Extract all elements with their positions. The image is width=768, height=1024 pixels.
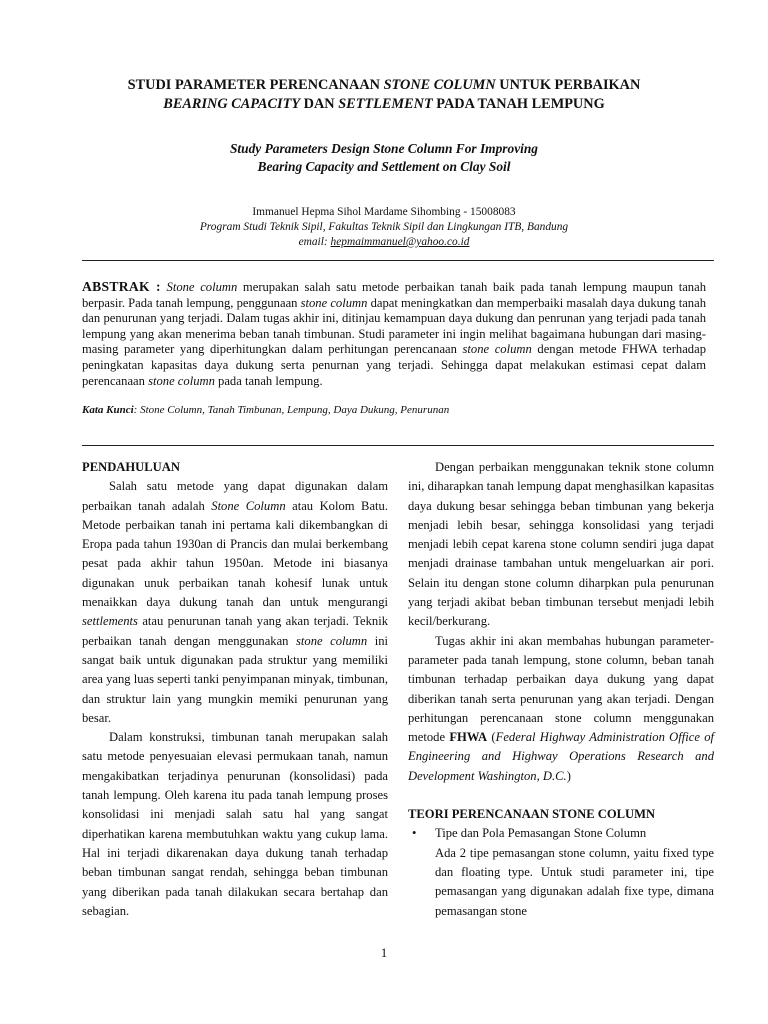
abstract	[82, 279, 706, 389]
divider-bottom	[82, 445, 714, 446]
title-text: DAN	[300, 96, 339, 112]
bullet-text: Tipe dan Pola Pemasangan Stone Column	[435, 826, 647, 841]
abstract-emphasis: stone column	[148, 373, 215, 388]
author-block	[60, 205, 708, 250]
paragraph	[408, 632, 714, 786]
section-heading-teori: TEORI PERENCANAAN STONE COLUMN	[408, 807, 656, 822]
title-text: PADA TANAH LEMPUNG	[432, 96, 605, 112]
abstract-emphasis: Stone column	[166, 280, 238, 294]
author-email	[60, 235, 708, 250]
section-heading-pendahuluan: PENDAHULUAN	[82, 460, 180, 474]
english-title-line-1: Study Parameters Design Stone Column For Improving	[229, 141, 539, 156]
page-number: 1	[380, 946, 388, 960]
english-title-line-2: Bearing Capacity and Settlement on Clay Soil	[257, 159, 511, 174]
abstract-text: dapat meningkatkan dan memperbaiki masalah daya dukung tanah dan penurunan yang terjadi. Dalam tugas akhir ini, ditinjau kemampuan daya dukung dan penrunan yang terjadi pada tanah lempung yang akan menerima beban tanah timbunan. Studi parameter ini ingin melihat bagaimana hubungan dari masing-masing parameter yang diperhitungkan dalam perhitungan perencanaan	[82, 295, 706, 357]
paragraph	[82, 477, 388, 728]
paragraph-emphasis: Federal Highway Administration Office of Engineering and Highway Operations Research and Development Washington, D.C.	[408, 730, 715, 783]
abstract-text: pada tanah lempung.	[214, 373, 323, 388]
abstract-heading: ABSTRAK :	[82, 279, 161, 294]
keywords-text: : Stone Column, Tanah Timbunan, Lempung, Daya Dukung, Penurunan	[133, 404, 450, 416]
title-line-2	[60, 95, 708, 114]
title-emphasis: STONE COLUMN	[383, 77, 496, 93]
right-column	[408, 458, 714, 921]
paragraph-emphasis: stone column	[296, 633, 368, 648]
paragraph-bold: FHWA	[449, 730, 488, 745]
keywords	[82, 403, 706, 417]
paragraph: Dengan perbaikan menggunakan teknik stone column ini, diharapkan tanah lempung dapat menghasilkan kapasitas daya dukung besar sehingga beban timbunan yang bekerja menjadi lebih besar, sehingga konsolidasi yang terjadi menjadi lebih cepat karena stone column sendiri juga dapat menjadi drainase tambahan untuk mengeluarkan air pori. Selain itu dengan stone column diharpkan pula penurunan yang terjadi akibat beban timbunan tersebut menjadi lebih kecil/berkurang.	[408, 460, 715, 629]
title-text: UNTUK PERBAIKAN	[495, 77, 641, 93]
author-affiliation: Program Studi Teknik Sipil, Fakultas Teknik Sipil dan Lingkungan ITB, Bandung	[199, 221, 569, 233]
title-emphasis: SETTLEMENT	[338, 96, 433, 112]
title-line-1	[60, 76, 708, 95]
bullet-icon: •	[412, 826, 417, 841]
paragraph-text: atau penurunan tanah yang akan terjadi. Teknik perbaikan tanah dengan menggunakan	[82, 614, 388, 648]
bullet-item	[408, 824, 714, 843]
paragraph-text: Salah satu metode yang dapat digunakan dalam perbaikan tanah adalah	[82, 479, 388, 513]
paragraph: Dalam konstruksi, timbunan tanah merupakan salah satu metode penyesuaian elevasi permukaan tanah, namun mengakibatkan terjadinya penurunan (konsolidasi) pada tanah lempung. Oleh karena itu pada tanah lempung proses konsolidasi ini menjadi salah satu hal yang sangat diperhatikan karena membutuhkan waktu yang cukup lama. Hal ini terjadi dikarenakan daya dukung tanah terhadap beban timbunan sangat rendah, sehingga beban timbunan yang diberikan pada tanah dilakukan secara bertahap dan sebagian.	[82, 730, 388, 918]
paragraph-text: )	[566, 768, 571, 783]
keywords-label: Kata Kunci	[82, 404, 134, 416]
paragraph-text: Tugas akhir ini akan membahas hubungan parameter-parameter pada tanah lempung, stone column, beban tanah timbunan terhadap perbaikan daya dukung yang dapat diberikan tanah serta penurunan yang akan terjadi. Dengan perhitungan perencanaan stone column menggunakan metode	[408, 633, 714, 745]
english-title	[60, 140, 708, 176]
paragraph-text: (	[487, 730, 496, 745]
paragraph-emphasis: settlements	[82, 614, 138, 629]
bullet-body-text: Ada 2 tipe pemasangan stone column, yaitu fixed type dan floating type. Untuk studi parameter ini, tipe pemasangan yang digunakan adalah fixe type, dimana pemasangan stone	[435, 845, 714, 918]
abstract-emphasis: stone column	[300, 295, 368, 310]
left-column	[82, 458, 388, 921]
paper-title	[60, 76, 708, 114]
abstract-emphasis: stone column	[462, 342, 532, 357]
title-text: STUDI PARAMETER PERENCANAAN	[127, 77, 384, 93]
email-link[interactable]: hepmaimmanuel@yahoo.co.id	[330, 236, 470, 248]
title-emphasis: BEARING CAPACITY	[163, 96, 301, 112]
abstract-text: merupakan salah satu metode perbaikan tanah baik pada tanah lempung maupun tanah berpasir. Pada tanah lempung, penggunaan	[82, 280, 706, 310]
abstract-text: dengan metode FHWA terhadap peningkatan kapasitas daya dukung serta penurnan yang terjadi. Sehingga dapat melakukan estimasi cepat dalam perencanaan	[82, 342, 706, 388]
paragraph-text: atau Kolom Batu. Metode perbaikan tanah ini pertama kali dikembangkan di Eropa pada tahun 1930an di Prancis dan mulai berkembang pesat pada akhir tahun 1950an. Metode ini biasanya digunakan unuk perbaikan tanah kohesif lunak untuk menaikkan daya dukung tanah dan untuk mengurangi	[82, 498, 388, 610]
divider-top	[82, 260, 714, 261]
paragraph-text: ini sangat baik untuk digunakan pada struktur yang memiliki area yang luas seperti tanki penyimpanan minyak, timbunan, dan struktur lain yang mungkin memiki penurunan yang besar.	[82, 633, 389, 725]
email-label: email:	[298, 236, 331, 248]
author-name: Immanuel Hepma Sihol Mardame Sihombing - 15008083	[252, 206, 516, 218]
paragraph-emphasis: Stone Column	[211, 498, 286, 513]
